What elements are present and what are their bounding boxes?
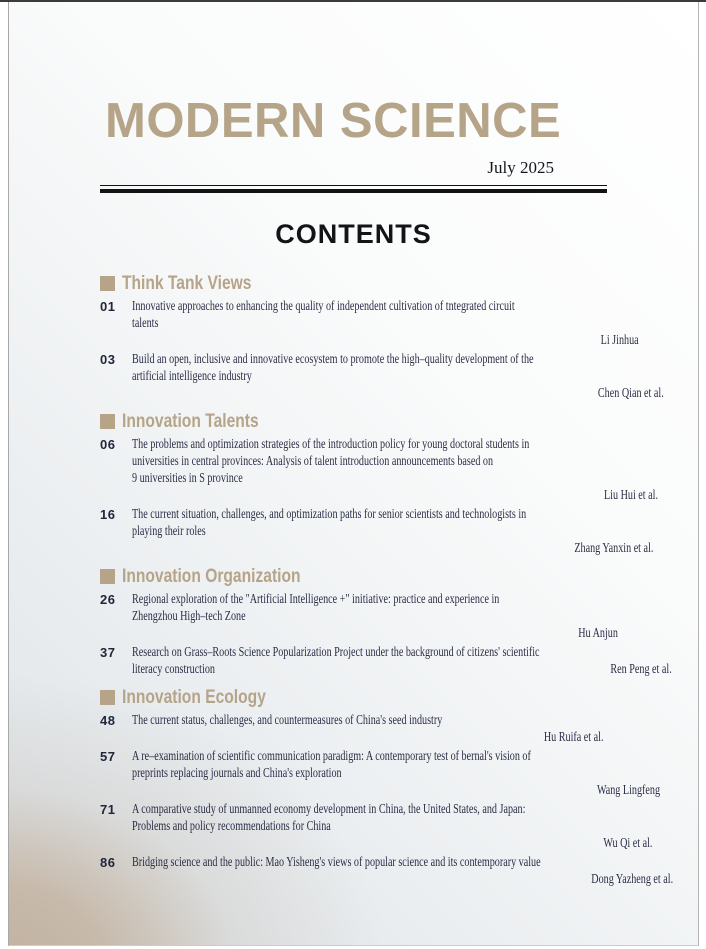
entry-body xyxy=(132,350,667,401)
entry-page-number: 01 xyxy=(100,298,116,314)
section-marker-square-icon xyxy=(100,414,115,429)
toc-entry xyxy=(100,643,672,677)
article-title-line xyxy=(132,469,662,486)
article-author: Hu Anjun xyxy=(578,624,618,640)
article-title-text: The current status, challenges, and countermeasures of China's seed industry xyxy=(132,711,443,727)
article-title-text: A re–examination of scientific communication paradigm: A contemporary test of bernal's vision of xyxy=(132,747,531,763)
article-title-text: Innovative approaches to enhancing the quality of independent cultivation of tntegrated circuit xyxy=(132,297,515,313)
article-title xyxy=(132,505,658,539)
article-title-text: A comparative study of unmanned economy development in China, the United States, and Japan: xyxy=(132,800,526,816)
article-title-text: The current situation, challenges, and optimization paths for senior scientists and technologists in xyxy=(132,505,527,521)
contents-list xyxy=(100,271,673,887)
toc-entry xyxy=(100,800,653,851)
entry-body xyxy=(132,747,664,798)
toc-entry xyxy=(100,747,660,798)
toc-entry xyxy=(100,853,673,887)
section-header xyxy=(100,685,607,708)
entry-page-number: 86 xyxy=(100,854,116,870)
section-marker-square-icon xyxy=(100,276,115,291)
toc-entry xyxy=(100,435,658,503)
article-title-text: Build an open, inclusive and innovative ecosystem to promote the high–quality development of the xyxy=(132,350,534,366)
section-title: Innovation Ecology xyxy=(122,685,266,708)
article-title-line xyxy=(132,435,662,452)
article-title-line xyxy=(132,643,675,660)
entry-page-number: 48 xyxy=(100,712,116,728)
article-title-text: Regional exploration of the "Artificial Intelligence +" initiative: practice and experience in xyxy=(132,590,500,606)
article-author-row xyxy=(590,660,676,677)
entry-body xyxy=(132,711,607,745)
toc-entry xyxy=(100,590,618,641)
article-title-line xyxy=(132,800,657,817)
window-top-edge xyxy=(0,0,706,2)
section-title: Innovation Talents xyxy=(122,409,259,432)
article-title-line xyxy=(132,747,664,764)
section-entries xyxy=(100,590,672,677)
article-title-line xyxy=(132,452,662,469)
article-title xyxy=(132,350,667,384)
article-title-text: talents xyxy=(132,314,159,330)
article-author-row xyxy=(132,624,622,641)
article-author: Chen Qian et al. xyxy=(597,384,664,400)
article-title xyxy=(132,297,642,331)
section-entries xyxy=(100,711,673,887)
article-author-row xyxy=(132,486,662,503)
article-author: Zhang Yanxin et al. xyxy=(574,539,654,555)
article-title-line xyxy=(132,817,657,834)
article-author-row xyxy=(132,331,642,348)
toc-section xyxy=(100,685,673,887)
toc-section xyxy=(100,564,672,677)
article-author: Wang Lingfeng xyxy=(596,781,660,797)
article-title-text: playing their roles xyxy=(132,522,206,538)
article-title-text: The problems and optimization strategies of the introduction policy for young doctoral students in xyxy=(132,435,530,451)
section-title: Think Tank Views xyxy=(122,271,252,294)
section-entries xyxy=(100,435,658,556)
article-author: Li Jinhua xyxy=(600,331,639,347)
entry-page-number: 03 xyxy=(100,351,116,367)
entry-page-number: 71 xyxy=(100,801,116,817)
entry-body xyxy=(132,643,675,677)
article-title-text: literacy construction xyxy=(132,660,215,676)
article-title-text: preprints replacing journals and China's exploration xyxy=(132,764,342,780)
article-author: Dong Yazheng et al. xyxy=(590,870,673,886)
toc-section xyxy=(100,271,664,401)
article-title-line xyxy=(132,350,667,367)
masthead xyxy=(100,96,607,193)
article-title-text: universities in central provinces: Analysis of talent introduction announcements based on xyxy=(132,452,494,468)
entry-page-number: 06 xyxy=(100,436,116,452)
section-marker-square-icon xyxy=(100,569,115,584)
entry-body xyxy=(132,590,622,641)
article-author-row xyxy=(132,539,658,556)
entry-page-number: 16 xyxy=(100,506,116,522)
article-title xyxy=(132,747,664,781)
article-author-row xyxy=(132,728,607,745)
article-author: Hu Ruifa et al. xyxy=(543,728,603,744)
article-title xyxy=(132,711,607,728)
entry-page-number: 26 xyxy=(100,591,116,607)
section-header xyxy=(100,409,607,432)
toc-entry xyxy=(100,297,639,348)
section-entries xyxy=(100,297,664,401)
article-title xyxy=(132,800,657,834)
article-title-line xyxy=(132,522,658,539)
article-author-row xyxy=(132,870,677,887)
section-marker-square-icon xyxy=(100,690,115,705)
issue-date: July 2025 xyxy=(487,158,554,178)
article-title-line xyxy=(132,314,642,331)
article-title-line xyxy=(132,367,667,384)
journal-title: MODERN SCIENCE xyxy=(105,94,562,148)
article-title xyxy=(132,435,662,486)
article-title-line xyxy=(132,764,664,781)
article-author: Wu Qi et al. xyxy=(603,834,653,850)
entry-page-number: 37 xyxy=(100,644,116,660)
article-author-row xyxy=(132,781,664,798)
entry-body xyxy=(132,800,657,851)
header-rule-divider xyxy=(100,185,607,193)
toc-entry xyxy=(100,505,654,556)
article-author: Liu Hui et al. xyxy=(603,486,658,502)
article-title-text: Zhengzhou High–tech Zone xyxy=(132,607,246,623)
article-title-line xyxy=(132,297,642,314)
article-title-line xyxy=(132,853,677,870)
page-content xyxy=(100,2,673,887)
article-title xyxy=(132,590,622,624)
article-title-line xyxy=(132,590,622,607)
entry-body xyxy=(132,297,642,348)
article-author: Ren Peng et al. xyxy=(610,660,672,676)
magazine-page xyxy=(8,2,699,946)
article-title-line xyxy=(132,607,622,624)
article-title-text: artificial intelligence industry xyxy=(132,367,252,383)
article-title-text: Bridging science and the public: Mao Yisheng's views of popular science and its contemporary value xyxy=(132,853,541,869)
section-header xyxy=(100,564,607,587)
article-title-text: Research on Grass–Roots Science Popularization Project under the background of citizens' scientific xyxy=(132,643,540,659)
contents-title: CONTENTS xyxy=(275,218,432,249)
article-title-text: 9 universities in S province xyxy=(132,469,243,485)
toc-entry xyxy=(100,350,664,401)
toc-entry xyxy=(100,711,607,745)
article-author-row xyxy=(132,384,667,401)
section-title: Innovation Organization xyxy=(122,564,301,587)
article-title xyxy=(132,853,677,870)
entry-body xyxy=(132,435,662,503)
section-header xyxy=(100,271,607,294)
article-title-text: Problems and policy recommendations for China xyxy=(132,817,331,833)
article-title-line xyxy=(132,711,607,728)
entry-page-number: 57 xyxy=(100,748,116,764)
article-title-line xyxy=(132,505,658,522)
article-author-row xyxy=(132,834,657,851)
toc-section xyxy=(100,409,658,556)
entry-body xyxy=(132,505,658,556)
entry-body xyxy=(132,853,677,887)
